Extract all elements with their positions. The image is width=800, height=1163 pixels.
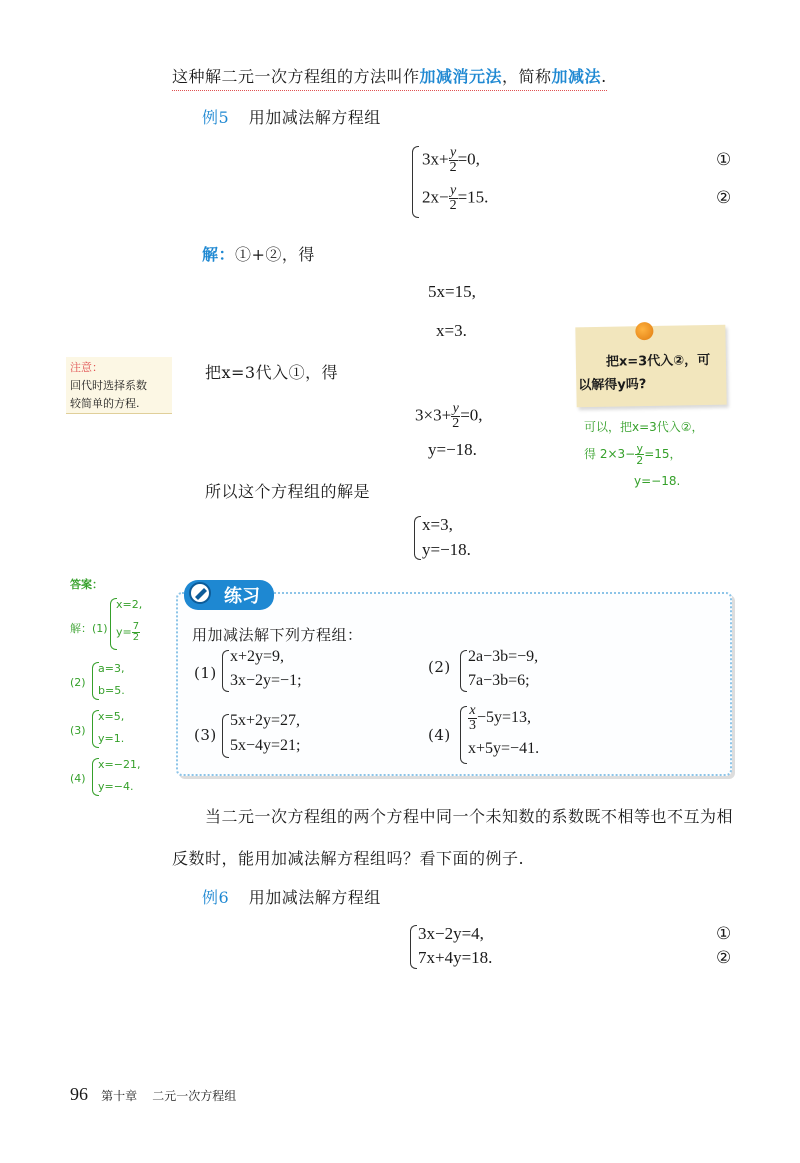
practice-p4-l1 <box>468 704 531 733</box>
answers-a4-l2: y=−4. <box>98 780 134 793</box>
p1-brace <box>222 650 229 692</box>
frac-num: y <box>449 183 457 198</box>
solution-substitution <box>415 402 483 431</box>
handwritten-line1: 可以，把x=3代入②， <box>584 420 704 434</box>
answers-a2-l2: b=5. <box>98 684 125 697</box>
paragraph-line2: 反数时，能用加减法解方程组吗？看下面的例子. <box>172 849 525 868</box>
note-title: 注意： <box>70 361 103 374</box>
eq-text: 3×3+ <box>415 405 452 425</box>
example6-eq2: 7x+4y=18. <box>418 948 493 967</box>
p3-brace <box>222 714 229 758</box>
solution-step1-text: ①+②，得 <box>235 245 315 264</box>
example6-label: 例6 <box>202 888 230 907</box>
answers-a4-prefix: (4) <box>70 772 86 785</box>
solution-step1 <box>202 242 315 265</box>
intro-term-full: 加减消元法 <box>419 67 503 86</box>
practice-instruction: 用加减法解下列方程组： <box>192 626 363 644</box>
practice-p1-label: (1) <box>194 664 217 682</box>
answer-brace <box>414 516 421 560</box>
example5-heading <box>202 105 381 128</box>
example6-title: 用加减法解方程组 <box>248 888 381 907</box>
chapter-number: 第十章 <box>101 1089 138 1103</box>
example6-eq1: 3x−2y=4, <box>418 924 484 943</box>
practice-p1-l1: x+2y=9, <box>230 648 285 665</box>
answers-a3-l1: x=5, <box>98 710 125 723</box>
practice-p4-label: (4) <box>428 726 451 744</box>
eq-tag-2: ② <box>716 188 732 208</box>
intro-term-short: 加减法 <box>551 67 602 86</box>
example6-tag1: ① <box>716 924 732 944</box>
eq-text: =0, <box>457 149 480 169</box>
frac-den: 2 <box>452 416 460 431</box>
answer-x: x=3, <box>422 515 453 534</box>
sticky-line2: 以解得y吗? <box>578 377 647 394</box>
example5-title: 用加减法解方程组 <box>248 108 381 127</box>
eq-text: 2x− <box>422 187 449 207</box>
hw-text: =15， <box>644 447 682 461</box>
answers-a1-y <box>116 622 140 643</box>
page-number: 96 <box>70 1084 88 1104</box>
practice-p1-l2: 3x−2y=−1; <box>230 672 302 689</box>
p4-brace <box>460 706 467 764</box>
answers-title: 答案： <box>70 578 103 591</box>
intro-middle: ，简称 <box>502 67 552 86</box>
practice-p4-l2: x+5y=−41. <box>468 740 540 757</box>
note-line2: 较简单的方程. <box>70 397 140 410</box>
answers-a1-x: x=2, <box>116 598 143 611</box>
note-box <box>66 357 172 414</box>
solution-step2: 把x=3代入①，得 <box>205 363 339 382</box>
note-line1: 回代时选择系数 <box>70 379 147 392</box>
solution-line1: 5x=15, <box>428 282 476 301</box>
practice-p2-label: (2) <box>428 658 451 676</box>
frac-num: y <box>452 401 459 416</box>
solution-line3: y=−18. <box>428 440 477 459</box>
frac-num: x <box>469 703 476 718</box>
a1-y-text: y= <box>116 625 132 639</box>
answers-a2-prefix: (2) <box>70 676 86 689</box>
frac-den: 2 <box>449 198 457 213</box>
practice-p2-l2: 7a−3b=6; <box>468 672 530 689</box>
answers-a3-l2: y=1. <box>98 732 125 745</box>
answers-a3-prefix: (3) <box>70 724 86 737</box>
sticky-note <box>575 325 726 408</box>
solution-label: 解： <box>202 245 236 264</box>
eq-text: =0, <box>460 405 483 425</box>
example6-heading <box>202 885 381 908</box>
example5-label: 例5 <box>202 108 230 127</box>
handwritten-line3: y=−18. <box>634 474 681 488</box>
practice-p2-l1: 2a−3b=−9, <box>468 648 539 665</box>
p2-brace <box>460 650 467 692</box>
eq-text: =15. <box>457 187 489 207</box>
chapter-title: 二元一次方程组 <box>152 1089 237 1103</box>
answers-a2-l1: a=3, <box>98 662 125 675</box>
answers-a4-l1: x=−21, <box>98 758 141 771</box>
frac-num: y <box>449 145 457 160</box>
example5-eq1 <box>422 146 480 175</box>
p4-text: −5y=13, <box>477 709 532 727</box>
intro-sentence <box>172 64 607 87</box>
practice-p3-label: (3) <box>194 726 217 744</box>
sticky-line1: 把x=3代入②，可 <box>605 352 711 370</box>
practice-title-text: 练习 <box>224 586 260 607</box>
eq-text: 3x+ <box>422 149 449 169</box>
frac-num: y <box>636 442 643 455</box>
paragraph-line1: 当二元一次方程组的两个方程中同一个未知数的系数既不相等也不互为相 <box>205 807 734 826</box>
hw-text: 得 2×3− <box>584 447 636 461</box>
answer-y: y=−18. <box>422 540 471 559</box>
handwritten-line2 <box>584 443 682 466</box>
frac-num: 7 <box>132 621 140 632</box>
page-footer <box>70 1084 236 1105</box>
frac-den: 2 <box>636 454 644 467</box>
practice-p3-l2: 5x−4y=21; <box>230 737 301 754</box>
example5-brace <box>412 146 419 218</box>
intro-end: . <box>601 67 607 86</box>
solution-conclusion: 所以这个方程组的解是 <box>205 482 371 501</box>
frac-den: 2 <box>449 160 457 175</box>
example6-tag2: ② <box>716 948 732 968</box>
intro-prefix: 这种解二元一次方程组的方法叫作 <box>172 67 420 86</box>
answers-a1-prefix: 解：(1) <box>70 622 108 635</box>
example5-eq2 <box>422 184 488 213</box>
example6-brace <box>410 925 417 969</box>
frac-den: 3 <box>469 718 476 733</box>
frac-den: 2 <box>132 632 140 643</box>
solution-line2: x=3. <box>436 321 467 340</box>
practice-pencil-icon <box>188 581 216 605</box>
practice-p3-l1: 5x+2y=27, <box>230 712 301 729</box>
eq-tag-1: ① <box>716 150 732 170</box>
